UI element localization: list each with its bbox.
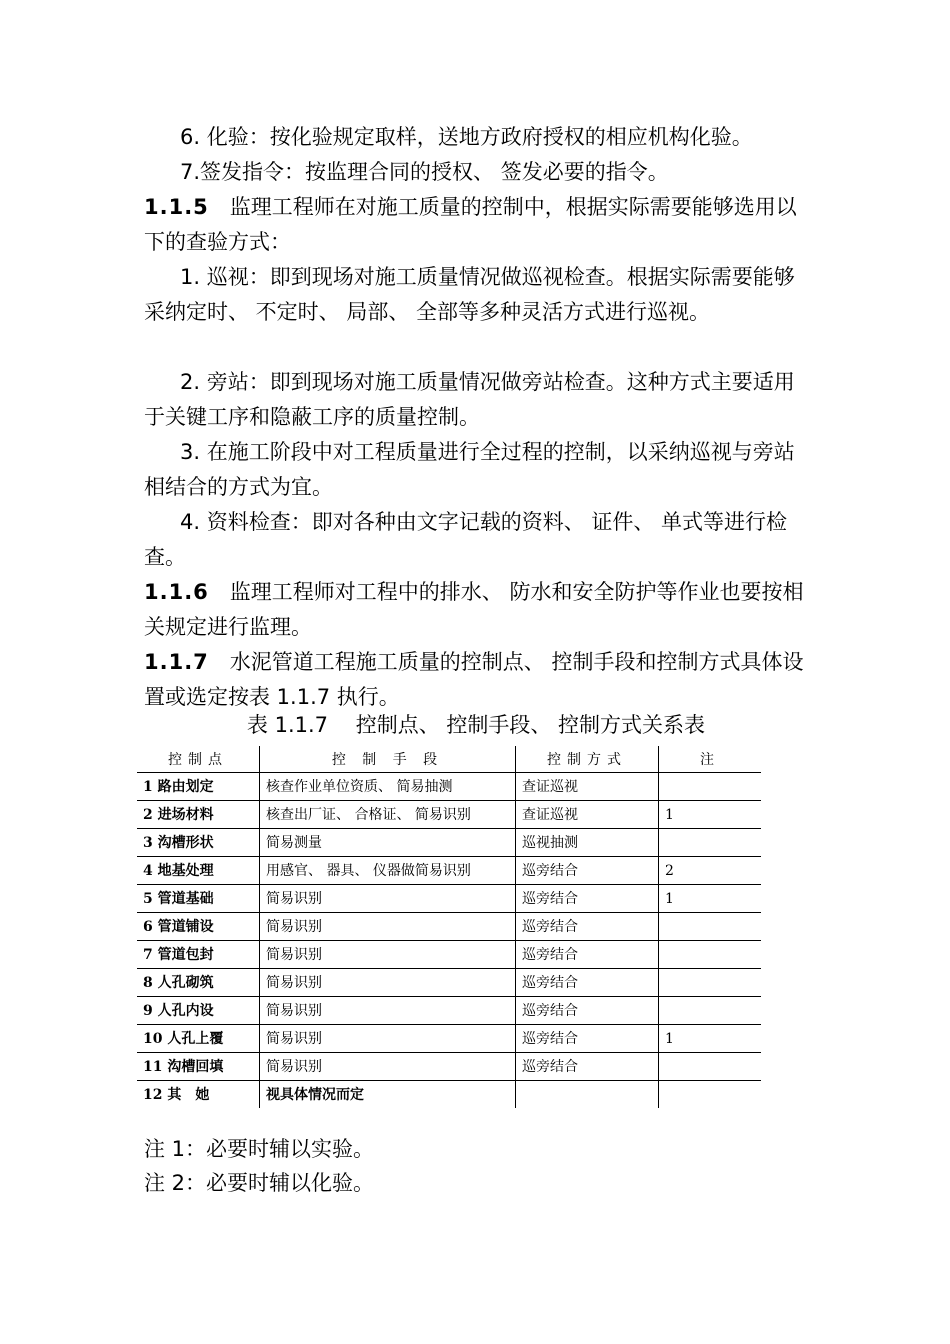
cell-control-means: 简易识别: [260, 1025, 516, 1053]
cell-control-method: 查证巡视: [516, 773, 659, 801]
table-row: [137, 913, 761, 941]
header-note: 注: [659, 746, 762, 773]
cell-control-means: 核查出厂证、 合格证、 简易识别: [260, 801, 516, 829]
cell-control-means: 简易识别: [260, 885, 516, 913]
footnote-1: 注 1：必要时辅以实验。: [144, 1137, 375, 1161]
cell-control-means: 简易识别: [260, 941, 516, 969]
method-combined: 3. 在施工阶段中对工程质量进行全过程的控制，以采纳巡视与旁站相结合的方式为宜。: [144, 440, 795, 499]
paragraph-item-6: 6. 化验：按化验规定取样，送地方政府授权的相应机构化验。: [180, 125, 753, 149]
table-row: [137, 941, 761, 969]
cell-note: 1: [659, 885, 762, 913]
table-row: [137, 1053, 761, 1081]
cell-control-point: 8 人孔砌筑: [137, 969, 260, 997]
cell-control-means: 核查作业单位资质、 简易抽测: [260, 773, 516, 801]
header-control-method: 控制方式: [516, 746, 659, 773]
cell-control-point: 10 人孔上覆: [137, 1025, 260, 1053]
paragraph-item-7: 7.签发指令：按监理合同的授权、 签发必要的指令。: [180, 160, 669, 184]
cell-control-means: 视具体情况而定: [260, 1081, 516, 1109]
cell-note: [659, 1081, 762, 1109]
section-text: 水泥管道工程施工质量的控制点、 控制手段和控制方式具体设置或选定按表 1.1.7 执行。: [144, 650, 804, 709]
cell-note: [659, 969, 762, 997]
cell-control-point: 1 路由划定: [137, 773, 260, 801]
cell-control-method: [516, 1081, 659, 1109]
method-standby: 2. 旁站：即到现场对施工质量情况做旁站检查。这种方式主要适用于关键工序和隐蔽工序的质量控制。: [144, 370, 795, 429]
cell-control-method: 巡旁结合: [516, 969, 659, 997]
section-1-1-5: [144, 190, 808, 260]
cell-control-point: 4 地基处理: [137, 857, 260, 885]
cell-control-point: 12 其 她: [143, 1087, 210, 1103]
header-control-point: 控制点: [137, 746, 260, 773]
section-1-1-6: [144, 575, 808, 645]
cell-control-method: 巡旁结合: [516, 1053, 659, 1081]
cell-control-point: 9 人孔内设: [137, 997, 260, 1025]
table-row: [137, 857, 761, 885]
method-patrol: 1. 巡视：即到现场对施工质量情况做巡视检查。根据实际需要能够采纳定时、 不定时、 局部、 全部等多种灵活方式进行巡视。: [144, 265, 795, 324]
cell-control-method: 巡旁结合: [516, 1025, 659, 1053]
cell-control-point: 5 管道基础: [137, 885, 260, 913]
table-row: [137, 773, 761, 801]
section-1-1-7: [144, 645, 808, 715]
table-caption: 表 1.1.7 控制点、 控制手段、 控制方式关系表: [246, 713, 706, 737]
table-row: [137, 1025, 761, 1053]
cell-control-method: 巡视抽测: [516, 829, 659, 857]
control-table: [137, 746, 761, 1108]
cell-note: 2: [659, 857, 762, 885]
cell-control-point: 3 沟槽形状: [137, 829, 260, 857]
cell-note: [659, 997, 762, 1025]
cell-note: 1: [659, 801, 762, 829]
cell-control-point: 7 管道包封: [137, 941, 260, 969]
cell-control-means: 用感官、 器具、 仪器做简易识别: [260, 857, 516, 885]
section-number: 1.1.7: [144, 650, 209, 674]
cell-control-means: 简易测量: [260, 829, 516, 857]
cell-note: [659, 829, 762, 857]
cell-control-point: 11 沟槽回填: [137, 1053, 260, 1081]
table-header-row: [137, 746, 761, 773]
header-control-means: 控 制 手 段: [260, 746, 516, 773]
cell-control-method: 巡旁结合: [516, 857, 659, 885]
cell-note: [659, 1053, 762, 1081]
table-row: [137, 1081, 761, 1109]
section-number: 1.1.5: [144, 195, 209, 219]
cell-control-means: 简易识别: [260, 969, 516, 997]
table-row: [137, 997, 761, 1025]
footnote-2: 注 2：必要时辅以化验。: [144, 1171, 375, 1195]
cell-control-method: 巡旁结合: [516, 885, 659, 913]
cell-control-means: 简易识别: [260, 1053, 516, 1081]
cell-control-point: 2 进场材料: [137, 801, 260, 829]
cell-control-method: 查证巡视: [516, 801, 659, 829]
cell-control-method: 巡旁结合: [516, 997, 659, 1025]
cell-note: [659, 773, 762, 801]
cell-control-method: 巡旁结合: [516, 913, 659, 941]
cell-control-point: 6 管道铺设: [137, 913, 260, 941]
method-document-check: 4. 资料检查：即对各种由文字记载的资料、 证件、 单式等进行检查。: [144, 510, 788, 569]
cell-note: [659, 941, 762, 969]
section-text: 监理工程师对工程中的排水、 防水和安全防护等作业也要按相关规定进行监理。: [144, 580, 804, 639]
table-row: [137, 885, 761, 913]
table-row: [137, 801, 761, 829]
section-number: 1.1.6: [144, 580, 209, 604]
cell-control-means: 简易识别: [260, 997, 516, 1025]
cell-note: [659, 913, 762, 941]
cell-note: 1: [659, 1025, 762, 1053]
cell-control-method: 巡旁结合: [516, 941, 659, 969]
table-row: [137, 829, 761, 857]
cell-control-means: 简易识别: [260, 913, 516, 941]
section-text: 监理工程师在对施工质量的控制中，根据实际需要能够选用以下的查验方式：: [144, 195, 797, 254]
table-row: [137, 969, 761, 997]
